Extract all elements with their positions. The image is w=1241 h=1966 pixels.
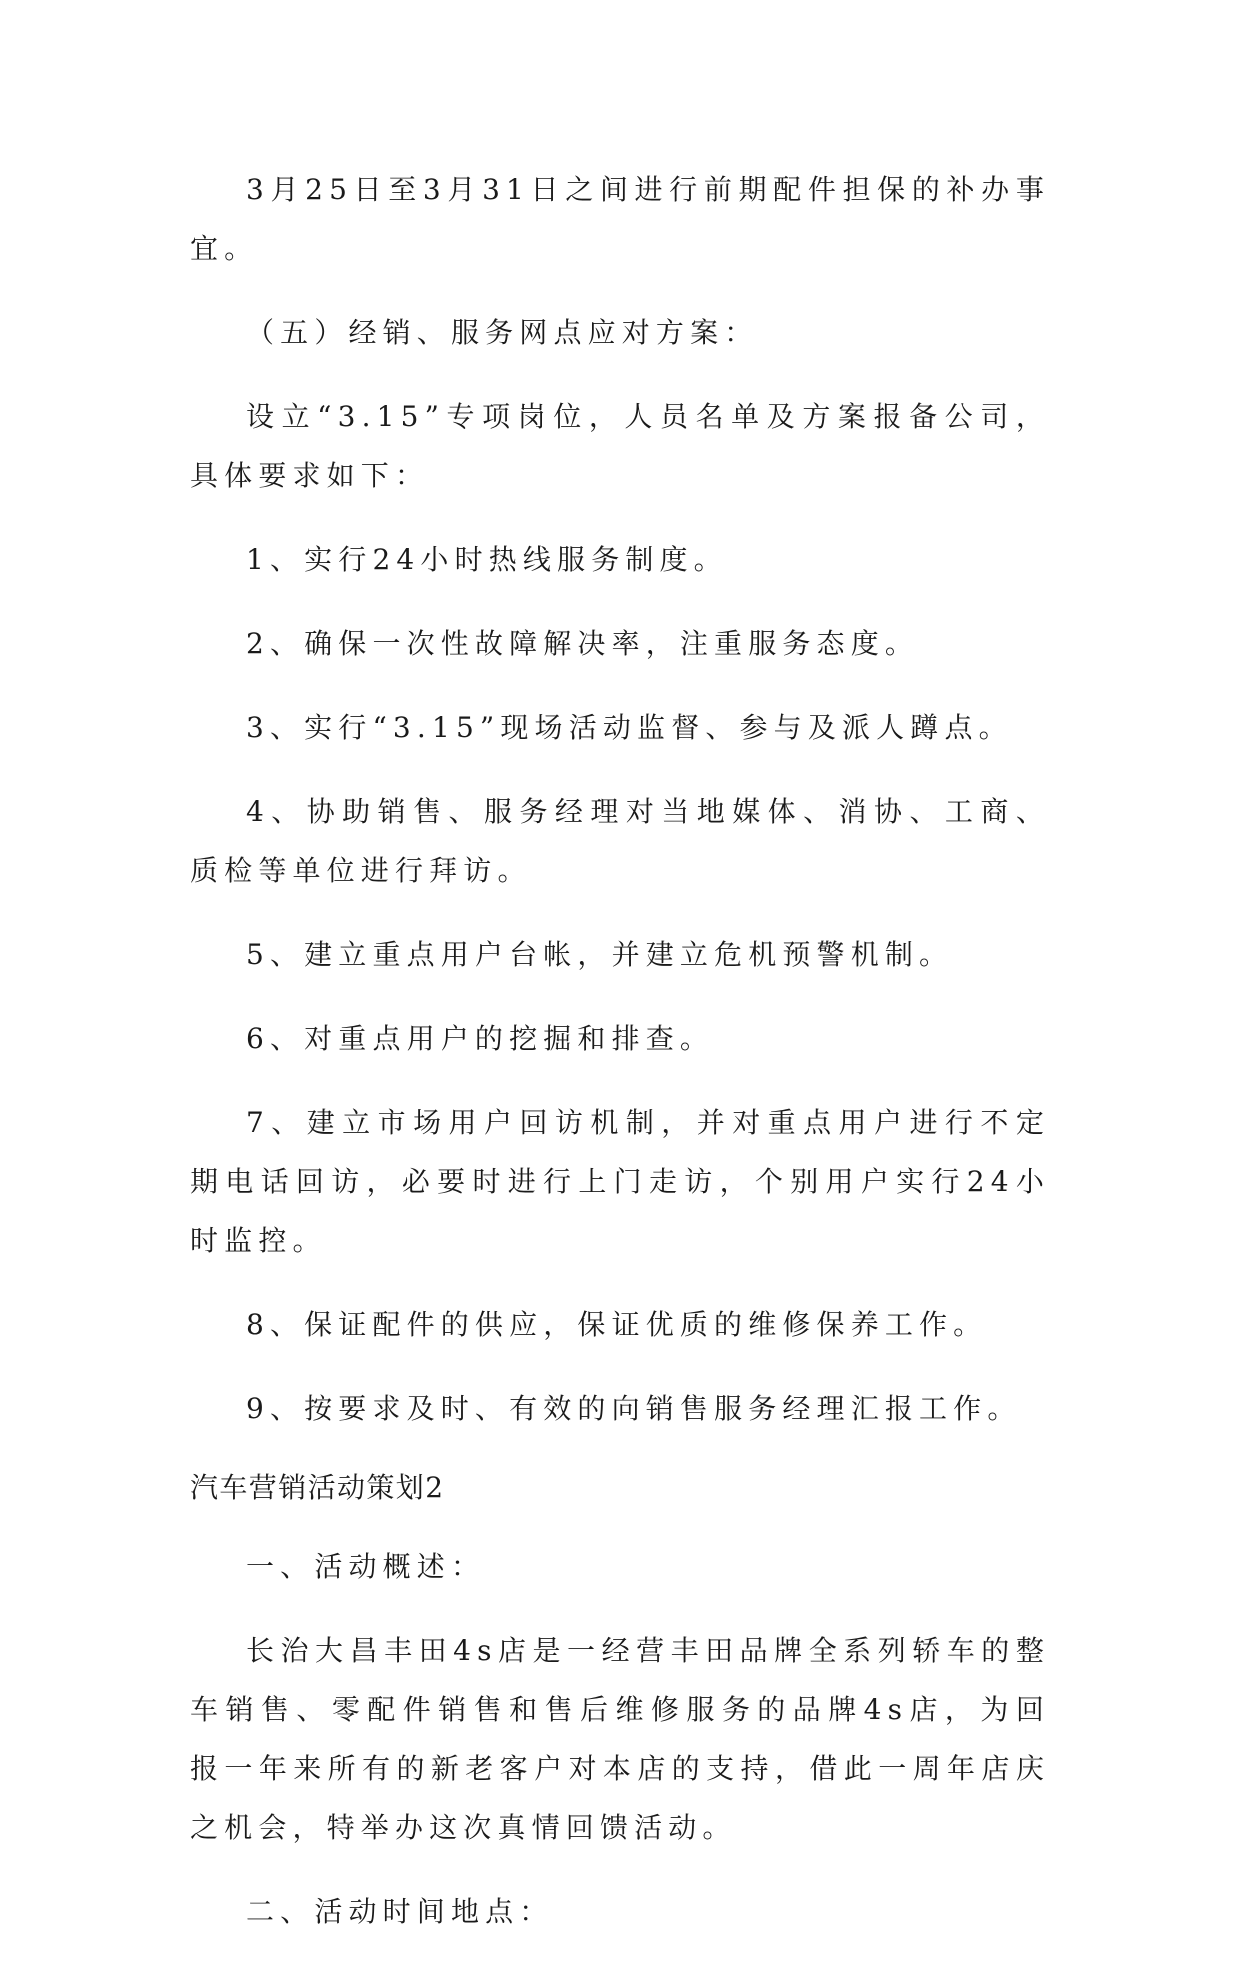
list-item-8: 8、保证配件的供应，保证优质的维修保养工作。	[246, 1308, 988, 1341]
heading-activity-time-place: 二、活动时间地点：	[246, 1895, 554, 1928]
list-item-6: 6、对重点用户的挖掘和排查。	[246, 1022, 715, 1055]
list-item-5: 5、建立重点用户台帐，并建立危机预警机制。	[246, 938, 954, 971]
list-item-1: 1、实行24小时热线服务制度。	[246, 543, 728, 576]
paragraph-special-post: 设立“3.15”专项岗位，人员名单及方案报备公司，具体要求如下：	[190, 400, 1050, 492]
list-item-3: 3、实行“3.15”现场活动监督、参与及派人蹲点。	[246, 711, 1013, 744]
document-body	[190, 160, 1050, 1966]
list-item-4: 4、协助销售、服务经理对当地媒体、消协、工商、质检等单位进行拜访。	[190, 795, 1050, 887]
paragraph-overview: 长治大昌丰田4s店是一经营丰田品牌全系列轿车的整车销售、零配件销售和售后维修服务的品牌4s店，为回报一年来所有的新老客户对本店的支持，借此一周年店庆之机会，特举办这次真情回馈活动。	[190, 1634, 1050, 1844]
section-title: 汽车营销活动策划2	[190, 1471, 445, 1504]
heading-activity-overview: 一、活动概述：	[246, 1550, 486, 1583]
heading-dealer-plan: （五）经销、服务网点应对方案：	[246, 316, 759, 349]
list-item-9: 9、按要求及时、有效的向销售服务经理汇报工作。	[246, 1392, 1022, 1425]
paragraph-supplement-guarantee: 3月25日至3月31日之间进行前期配件担保的补办事宜。	[190, 173, 1050, 265]
list-item-2: 2、确保一次性故障解决率，注重服务态度。	[246, 627, 920, 660]
list-item-7: 7、建立市场用户回访机制，并对重点用户进行不定期电话回访，必要时进行上门走访，个别用户实行24小时监控。	[190, 1106, 1050, 1257]
